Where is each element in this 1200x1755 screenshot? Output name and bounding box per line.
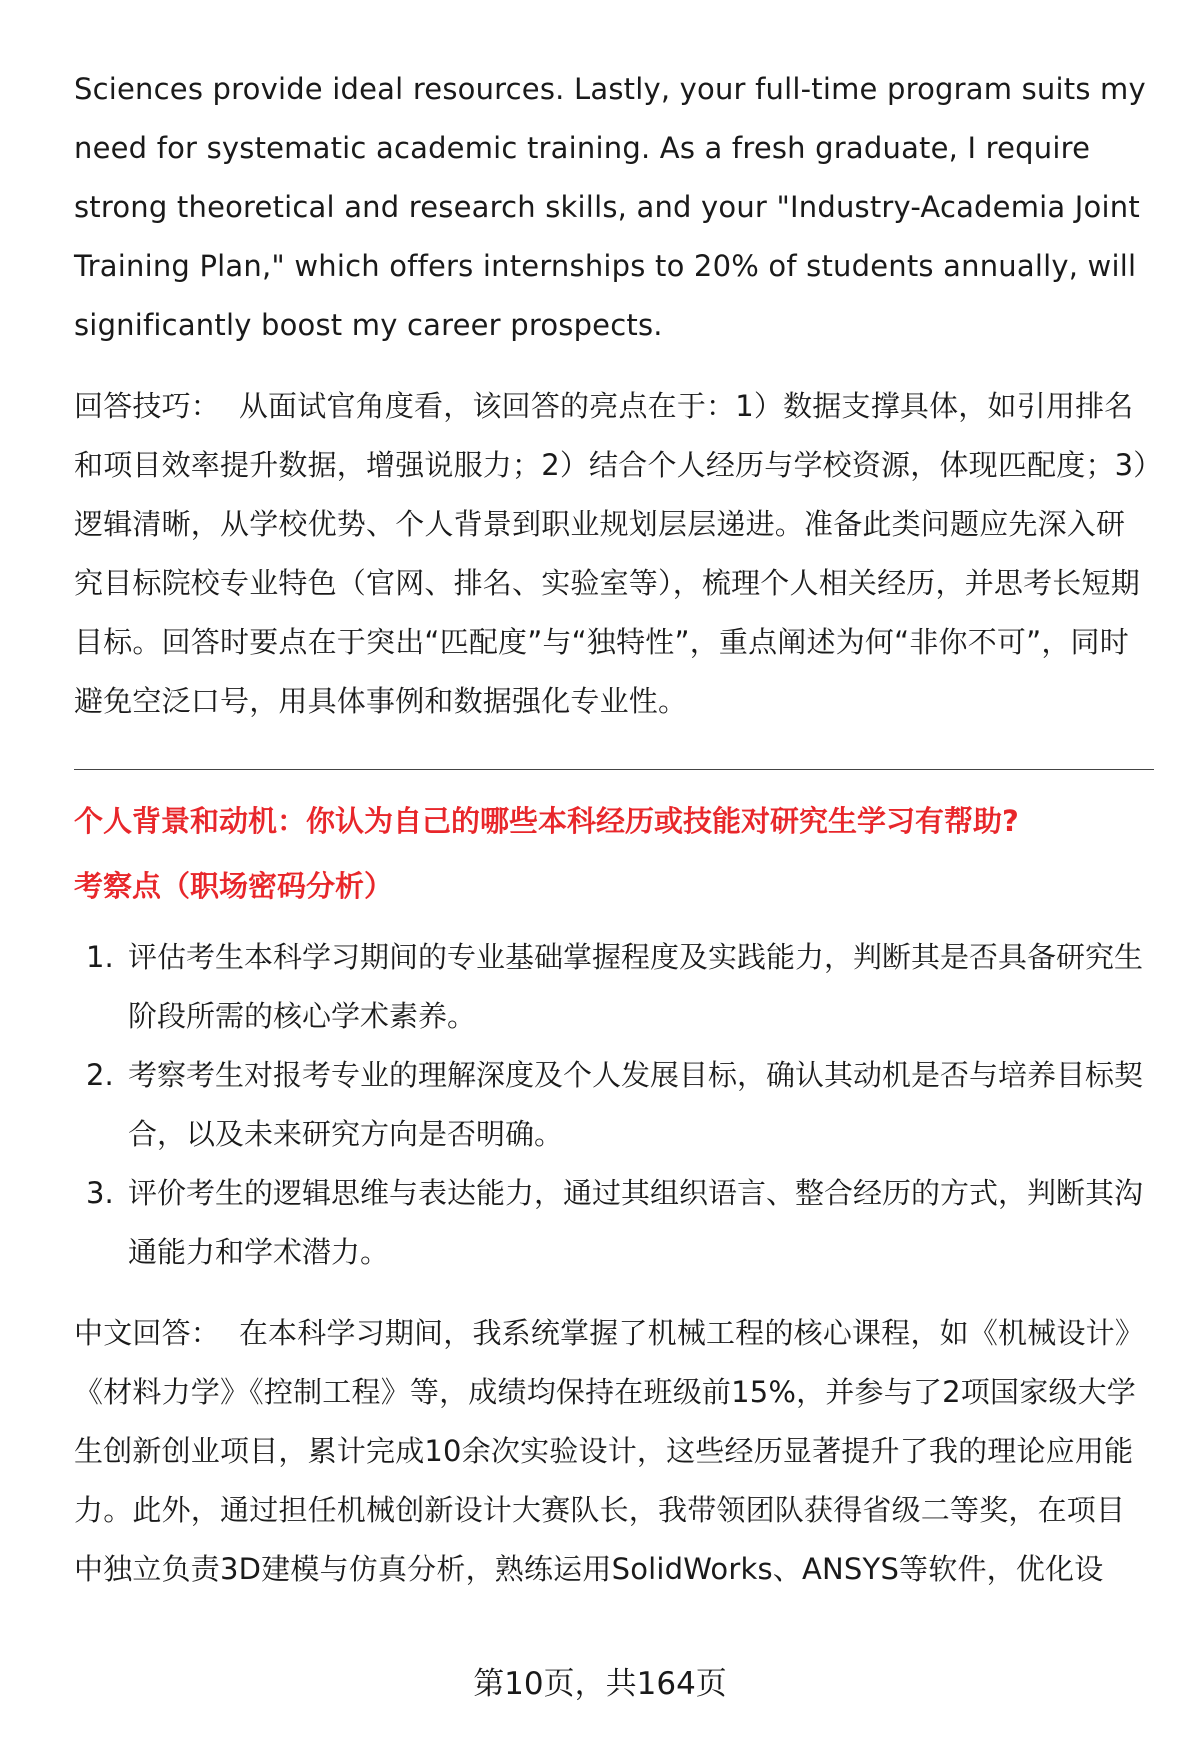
- list-number: 2.: [86, 1058, 114, 1092]
- question-title: 个人背景和动机：你认为自己的哪些本科经历或技能对研究生学习有帮助?: [74, 804, 1019, 838]
- list-item: [74, 1046, 1154, 1164]
- tips-paragraph: [74, 377, 1154, 731]
- answer-en-continued: Sciences provide ideal resources. Lastly, your full-time program suits my need for systematic academic training. As a fresh graduate, I require strong theoretical and research skills, and your "Industry-Academia Joint Training Plan," which offers internships to 20% of students annually, will significantly boost my career prospects.: [74, 72, 1146, 342]
- answer-cn-text: 在本科学习期间，我系统掌握了机械工程的核心课程，如《机械设计》《材料力学》《控制工程》等，成绩均保持在班级前15%，并参与了2项国家级大学生创新创业项目，累计完成10余次实验设计，这些经历显著提升了我的理论应用能力。此外，通过担任机械创新设计大赛队长，我带领团队获得省级二等奖，在项目中独立负责3D建模与仿真分析，熟练运用SolidWorks、ANSYS等软件，优化设: [74, 1316, 1145, 1586]
- analysis-heading: 考察点（职场密码分析）: [74, 869, 394, 903]
- tips-label: 回答技巧：: [74, 389, 221, 423]
- page-footer: 第10页，共164页: [473, 1666, 727, 1702]
- answer-cn-label: 中文回答：: [74, 1316, 221, 1350]
- answer-cn-paragraph: [74, 1304, 1154, 1599]
- list-item-text: 考察考生对报考专业的理解深度及个人发展目标，确认其动机是否与培养目标契合，以及未来研究方向是否明确。: [128, 1058, 1144, 1151]
- tips-text: 从面试官角度看，该回答的亮点在于：1）数据支撑具体，如引用排名和项目效率提升数据，增强说服力；2）结合个人经历与学校资源，体现匹配度；3）逻辑清晰，从学校优势、个人背景到职业规划层层递进。准备此类问题应先深入研究目标院校专业特色（官网、排名、实验室等），梳理个人相关经历，并思考长短期目标。回答时要点在于突出“匹配度”与“独特性”，重点阐述为何“非你不可”，同时避免空泛口号，用具体事例和数据强化专业性。: [74, 389, 1149, 718]
- document-page: [74, 60, 1154, 1599]
- list-number: 1.: [86, 940, 114, 974]
- section-divider: [74, 769, 1154, 770]
- list-item-text: 评估考生本科学习期间的专业基础掌握程度及实践能力，判断其是否具备研究生阶段所需的核心学术素养。: [128, 940, 1144, 1033]
- list-item: [74, 1164, 1154, 1282]
- list-number: 3.: [86, 1176, 114, 1210]
- analysis-points-list: [74, 928, 1154, 1282]
- list-item-text: 评价考生的逻辑思维与表达能力，通过其组织语言、整合经历的方式，判断其沟通能力和学术潜力。: [128, 1176, 1144, 1269]
- list-item: [74, 928, 1154, 1046]
